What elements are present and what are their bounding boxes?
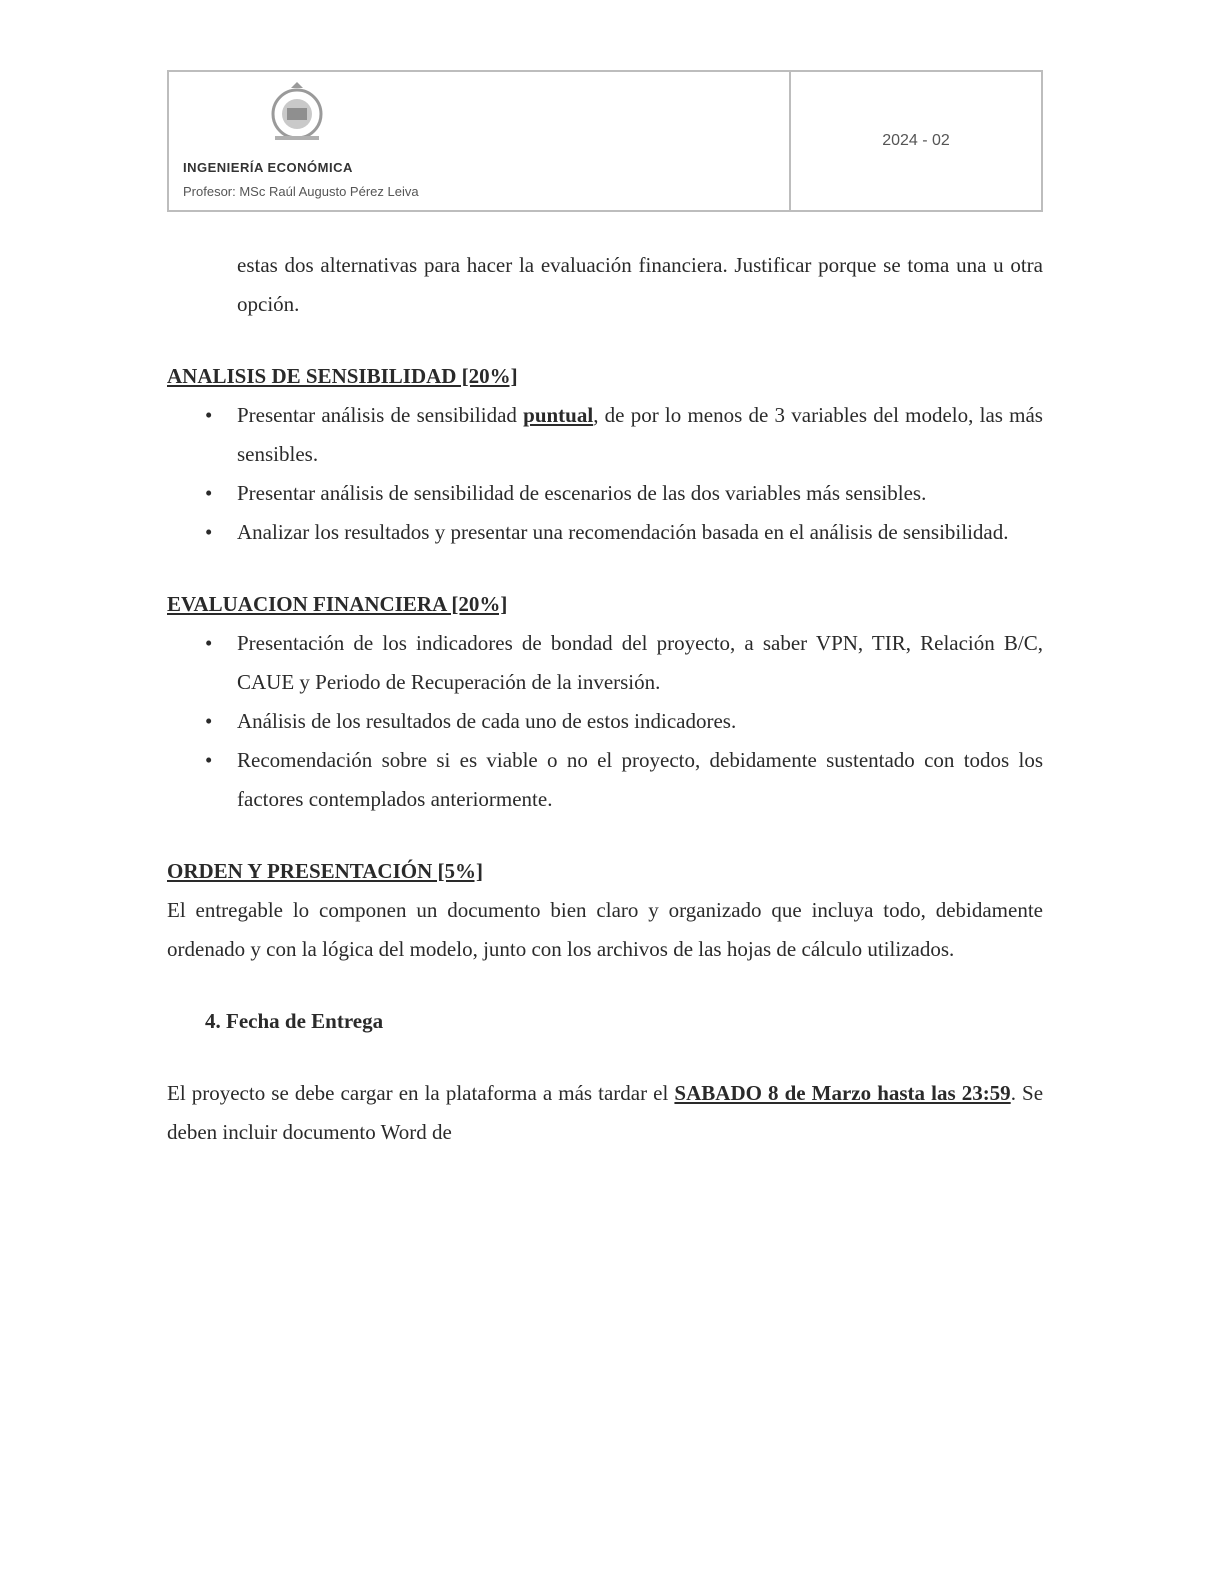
list-item: • Presentación de los indicadores de bondad del proyecto, a saber VPN, TIR, Relación B/C, CAUE y Periodo de Recuperación de la inversión.	[237, 624, 1043, 702]
list-item-text: Presentar análisis de sensibilidad	[237, 403, 524, 427]
order-paragraph: El entregable lo componen un documento bien claro y organizado que incluya todo, debidamente ordenado y con la lógica del modelo, junto con los archivos de las hojas de cálculo utilizados.	[167, 898, 1043, 961]
list-item-text: Analizar los resultados y presentar una recomendación basada en el análisis de sensibilidad.	[237, 520, 1009, 544]
list-item	[237, 474, 1043, 513]
organization-name: INGENIERÍA ECONÓMICA	[183, 160, 353, 175]
university-seal-icon	[269, 80, 325, 142]
deadline-text: SABADO 8 de Marzo hasta las 23:59	[674, 1081, 1011, 1105]
intro-paragraph: estas dos alternativas para hacer la evaluación financiera. Justificar porque se toma una u otra opción.	[237, 253, 1043, 316]
evaluation-heading: EVALUACION FINANCIERA [20%]	[167, 592, 508, 616]
professor-name: Profesor: MSc Raúl Augusto Pérez Leiva	[183, 184, 419, 199]
list-item	[237, 396, 1043, 474]
document-header	[167, 70, 1043, 212]
order-heading: ORDEN Y PRESENTACIÓN [5%]	[167, 859, 483, 883]
sensitivity-heading: ANALISIS DE SENSIBILIDAD [20%]	[167, 364, 518, 388]
list-item: • Recomendación sobre si es viable o no el proyecto, debidamente sustentado con todos los factores contemplados anteriormente.	[237, 741, 1043, 819]
header-left-cell	[169, 72, 791, 210]
delivery-paragraph	[167, 1074, 1043, 1152]
period-label: 2024 - 02	[882, 132, 950, 149]
delivery-heading: 4. Fecha de Entrega	[205, 1009, 384, 1033]
list-item-text: Presentar análisis de sensibilidad de escenarios de las dos variables más sensibles.	[237, 481, 927, 505]
emphasis-text: puntual	[523, 403, 594, 427]
delivery-text: El proyecto se debe cargar en la plataforma a más tardar el	[167, 1081, 675, 1105]
period-cell	[791, 72, 1041, 210]
list-item-text: , de por lo menos de 3 variables del modelo, las más sensibles.	[237, 403, 1043, 466]
sensitivity-list	[167, 396, 1043, 552]
document-body	[167, 246, 1043, 1152]
list-item	[237, 513, 1043, 552]
delivery-text-end: . Se deben incluir documento Word de	[167, 1081, 1044, 1144]
evaluation-list	[167, 624, 1043, 819]
list-item: • Análisis de los resultados de cada uno de estos indicadores.	[237, 702, 1043, 741]
